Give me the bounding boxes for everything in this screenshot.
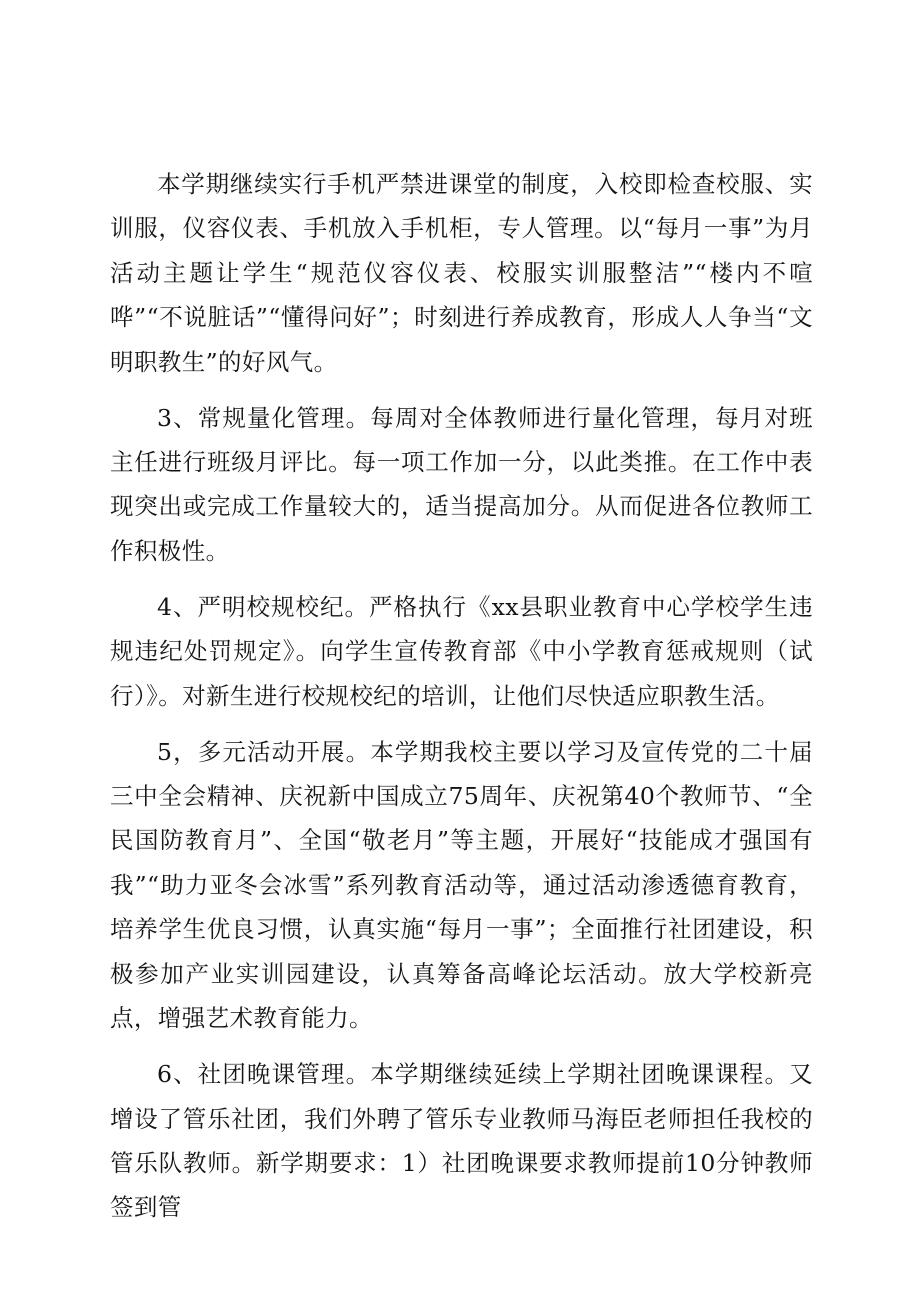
paragraph-club-evening-class: 6、社团晚课管理。本学期继续延续上学期社团晚课课程。又增设了管乐社团，我们外聘了管乐专业教师马海臣老师担任我校的管乐队教师。新学期要求：1）社团晚课要求教师提前10分钟教师签到管	[110, 1060, 813, 1222]
paragraph-phone-policy: 本学期继续实行手机严禁进课堂的制度，入校即检查校服、实训服，仪容仪表、手机放入手机柜，专人管理。以“每月一事”为月活动主题让学生“规范仪容仪表、校服实训服整洁”“楼内不喧哗”“不说脏话”“懂得问好”；时刻进行养成教育，形成人人争当“文明职教生”的好风气。	[110, 170, 813, 376]
document-body	[110, 162, 813, 1241]
paragraph-activities: 5，多元活动开展。本学期我校主要以学习及宣传党的二十届三中全会精神、庆祝新中国成立75周年、庆祝第40个教师节、“全民国防教育月”、全国“敬老月”等主题，开展好“技能成才强国有我”“助力亚冬会冰雪”系列教育活动等，通过活动渗透德育教育，培养学生优良习惯，认真实施“每月一事”；全面推行社团建设，积极参加产业实训园建设，认真筹备高峰论坛活动。放大学校新亮点，增强艺术教育能力。	[110, 737, 813, 1033]
paragraph-school-discipline: 4、严明校规校纪。严格执行《xx县职业教育中心学校学生违规违纪处罚规定》。向学生宣传教育部《中小学教育惩戒规则（试行）》。对新生进行校规校纪的培训，让他们尽快适应职教生活。	[110, 592, 813, 710]
paragraph-routine-management: 3、常规量化管理。每周对全体教师进行量化管理，每月对班主任进行班级月评比。每一项工作加一分，以此类推。在工作中表现突出或完成工作量较大的，适当提高加分。从而促进各位教师工作积极性。	[110, 403, 813, 565]
